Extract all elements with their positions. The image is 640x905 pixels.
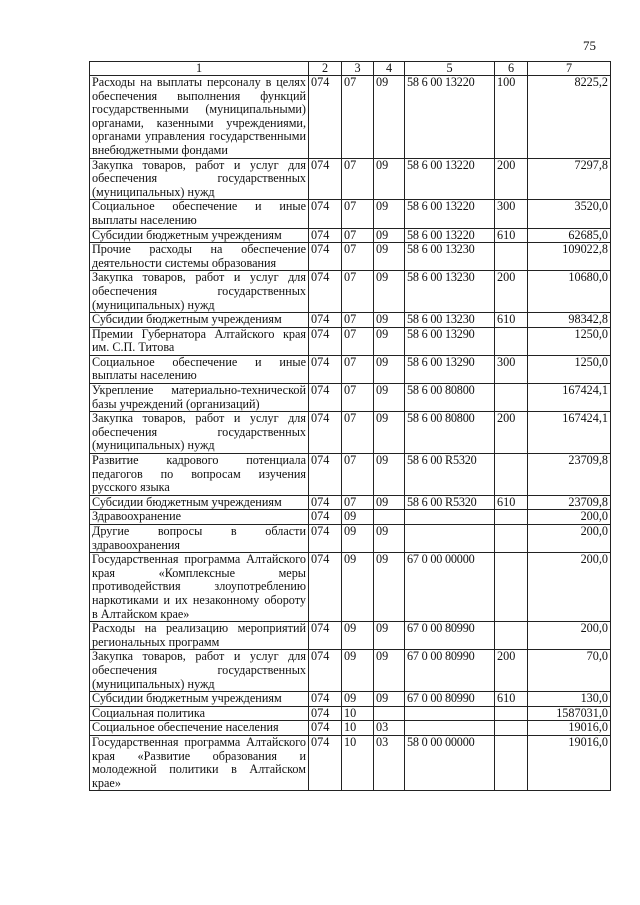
table-row: [90, 412, 611, 454]
cell-subsection: 09: [374, 525, 405, 553]
column-header: 6: [495, 62, 528, 76]
cell-subsection: 09: [374, 313, 405, 328]
cell-subsection: 09: [374, 271, 405, 313]
cell-grbs: 074: [309, 243, 342, 271]
column-header: 3: [342, 62, 374, 76]
cell-name: Субсидии бюджетным учреждениям: [90, 495, 309, 510]
cell-subsection: 03: [374, 721, 405, 736]
cell-name: Закупка товаров, работ и услуг для обеспечения государственных (муниципальных) нужд: [90, 412, 309, 454]
table-row: [90, 650, 611, 692]
cell-name: Закупка товаров, работ и услуг для обеспечения государственных (муниципальных) нужд: [90, 650, 309, 692]
cell-grbs: 074: [309, 735, 342, 790]
cell-name: Расходы на выплаты персоналу в целях обеспечения выполнения функций государственными (муниципальными) органами, казенными учреждениями, органами управления государственными внебюджетными фондами: [90, 76, 309, 159]
cell-expense-type: [495, 721, 528, 736]
cell-grbs: 074: [309, 495, 342, 510]
cell-expense-type: [495, 525, 528, 553]
cell-target-article: 58 6 00 13220: [405, 76, 495, 159]
cell-name: Государственная программа Алтайского края «Развитие образования и молодежной политики в Алтайском крае»: [90, 735, 309, 790]
cell-section: 10: [342, 706, 374, 721]
cell-grbs: 074: [309, 553, 342, 622]
table-row: [90, 313, 611, 328]
cell-target-article: 58 6 00 13220: [405, 200, 495, 228]
cell-expense-type: 610: [495, 692, 528, 707]
cell-subsection: 09: [374, 692, 405, 707]
cell-expense-type: [495, 454, 528, 496]
cell-target-article: 58 6 00 80800: [405, 412, 495, 454]
cell-target-article: 67 0 00 80990: [405, 692, 495, 707]
cell-expense-type: 610: [495, 495, 528, 510]
cell-subsection: 09: [374, 650, 405, 692]
cell-target-article: 58 0 00 00000: [405, 735, 495, 790]
cell-name: Закупка товаров, работ и услуг для обеспечения государственных (муниципальных) нужд: [90, 158, 309, 200]
cell-amount: 19016,0: [528, 721, 611, 736]
cell-amount: 10680,0: [528, 271, 611, 313]
cell-grbs: 074: [309, 622, 342, 650]
cell-grbs: 074: [309, 525, 342, 553]
cell-target-article: 67 0 00 80990: [405, 650, 495, 692]
cell-target-article: 58 6 00 13290: [405, 327, 495, 355]
cell-amount: 3520,0: [528, 200, 611, 228]
table-row: [90, 228, 611, 243]
table-row: [90, 706, 611, 721]
cell-grbs: 074: [309, 692, 342, 707]
cell-amount: 167424,1: [528, 412, 611, 454]
cell-amount: 200,0: [528, 510, 611, 525]
cell-subsection: [374, 510, 405, 525]
cell-section: 09: [342, 622, 374, 650]
cell-expense-type: [495, 243, 528, 271]
cell-section: 07: [342, 355, 374, 383]
cell-expense-type: 200: [495, 271, 528, 313]
cell-subsection: 09: [374, 243, 405, 271]
table-row: [90, 525, 611, 553]
cell-name: Субсидии бюджетным учреждениям: [90, 228, 309, 243]
cell-expense-type: 200: [495, 412, 528, 454]
cell-amount: 8225,2: [528, 76, 611, 159]
cell-section: 07: [342, 454, 374, 496]
cell-section: 07: [342, 228, 374, 243]
cell-subsection: 09: [374, 200, 405, 228]
cell-section: 09: [342, 692, 374, 707]
cell-section: 07: [342, 271, 374, 313]
cell-name: Социальное обеспечение населения: [90, 721, 309, 736]
cell-amount: 19016,0: [528, 735, 611, 790]
table-row: [90, 158, 611, 200]
column-header: 1: [90, 62, 309, 76]
cell-amount: 1250,0: [528, 355, 611, 383]
cell-name: Прочие расходы на обеспечение деятельности системы образования: [90, 243, 309, 271]
cell-target-article: 58 6 00 R5320: [405, 495, 495, 510]
table-row: [90, 721, 611, 736]
cell-name: Развитие кадрового потенциала педагогов по вопросам изучения русского языка: [90, 454, 309, 496]
cell-target-article: 67 0 00 00000: [405, 553, 495, 622]
cell-expense-type: [495, 622, 528, 650]
table-row: [90, 200, 611, 228]
cell-grbs: 074: [309, 650, 342, 692]
cell-expense-type: [495, 706, 528, 721]
cell-target-article: [405, 721, 495, 736]
cell-expense-type: 300: [495, 355, 528, 383]
cell-amount: 23709,8: [528, 495, 611, 510]
cell-target-article: 58 6 00 13230: [405, 271, 495, 313]
cell-section: 07: [342, 327, 374, 355]
cell-section: 07: [342, 384, 374, 412]
cell-name: Субсидии бюджетным учреждениям: [90, 313, 309, 328]
cell-amount: 167424,1: [528, 384, 611, 412]
cell-subsection: 09: [374, 384, 405, 412]
table-row: [90, 76, 611, 159]
cell-grbs: 074: [309, 355, 342, 383]
cell-section: 10: [342, 735, 374, 790]
column-header: 2: [309, 62, 342, 76]
cell-target-article: 67 0 00 80990: [405, 622, 495, 650]
cell-target-article: 58 6 00 13220: [405, 228, 495, 243]
cell-name: Закупка товаров, работ и услуг для обеспечения государственных (муниципальных) нужд: [90, 271, 309, 313]
table-row: [90, 384, 611, 412]
cell-subsection: 09: [374, 355, 405, 383]
table-row: [90, 243, 611, 271]
cell-grbs: 074: [309, 510, 342, 525]
cell-target-article: 58 6 00 80800: [405, 384, 495, 412]
page-number: 75: [583, 38, 596, 53]
cell-expense-type: 100: [495, 76, 528, 159]
budget-table: [89, 61, 611, 791]
table-row: [90, 271, 611, 313]
cell-section: 09: [342, 525, 374, 553]
column-header: 4: [374, 62, 405, 76]
table-row: [90, 692, 611, 707]
cell-grbs: 074: [309, 454, 342, 496]
cell-grbs: 074: [309, 76, 342, 159]
cell-name: Премии Губернатора Алтайского края им. С.П. Титова: [90, 327, 309, 355]
cell-subsection: 09: [374, 158, 405, 200]
cell-name: Социальное обеспечение и иные выплаты населению: [90, 355, 309, 383]
cell-section: 09: [342, 553, 374, 622]
cell-name: Социальная политика: [90, 706, 309, 721]
cell-amount: 1587031,0: [528, 706, 611, 721]
cell-grbs: 074: [309, 158, 342, 200]
cell-target-article: 58 6 00 13290: [405, 355, 495, 383]
cell-section: 09: [342, 650, 374, 692]
cell-grbs: 074: [309, 271, 342, 313]
cell-expense-type: [495, 384, 528, 412]
cell-expense-type: [495, 553, 528, 622]
cell-subsection: [374, 706, 405, 721]
cell-expense-type: 610: [495, 313, 528, 328]
cell-name: Другие вопросы в области здравоохранения: [90, 525, 309, 553]
cell-subsection: 09: [374, 553, 405, 622]
cell-target-article: 58 6 00 R5320: [405, 454, 495, 496]
table-row: [90, 355, 611, 383]
cell-target-article: 58 6 00 13220: [405, 158, 495, 200]
cell-expense-type: [495, 735, 528, 790]
cell-expense-type: 200: [495, 650, 528, 692]
cell-subsection: 03: [374, 735, 405, 790]
cell-subsection: 09: [374, 228, 405, 243]
cell-section: 07: [342, 200, 374, 228]
cell-expense-type: 200: [495, 158, 528, 200]
cell-subsection: 09: [374, 327, 405, 355]
column-header: 7: [528, 62, 611, 76]
cell-subsection: 09: [374, 412, 405, 454]
cell-expense-type: [495, 510, 528, 525]
column-header: 5: [405, 62, 495, 76]
cell-grbs: 074: [309, 313, 342, 328]
cell-amount: 130,0: [528, 692, 611, 707]
cell-subsection: 09: [374, 454, 405, 496]
cell-name: Здравоохранение: [90, 510, 309, 525]
cell-target-article: 58 6 00 13230: [405, 243, 495, 271]
cell-amount: 109022,8: [528, 243, 611, 271]
cell-grbs: 074: [309, 228, 342, 243]
table-row: [90, 454, 611, 496]
cell-section: 07: [342, 243, 374, 271]
cell-section: 10: [342, 721, 374, 736]
cell-name: Субсидии бюджетным учреждениям: [90, 692, 309, 707]
cell-amount: 200,0: [528, 553, 611, 622]
cell-expense-type: 610: [495, 228, 528, 243]
table-row: [90, 510, 611, 525]
cell-amount: 23709,8: [528, 454, 611, 496]
cell-grbs: 074: [309, 200, 342, 228]
cell-amount: 98342,8: [528, 313, 611, 328]
cell-name: Государственная программа Алтайского края «Комплексные меры противодействия злоупотреблению наркотиками и их незаконному обороту в Алтайском крае»: [90, 553, 309, 622]
cell-amount: 1250,0: [528, 327, 611, 355]
cell-target-article: [405, 525, 495, 553]
cell-grbs: 074: [309, 384, 342, 412]
cell-grbs: 074: [309, 706, 342, 721]
cell-amount: 70,0: [528, 650, 611, 692]
cell-section: 07: [342, 76, 374, 159]
cell-section: 09: [342, 510, 374, 525]
cell-amount: 62685,0: [528, 228, 611, 243]
cell-subsection: 09: [374, 495, 405, 510]
cell-section: 07: [342, 313, 374, 328]
cell-target-article: [405, 510, 495, 525]
table-row: [90, 553, 611, 622]
cell-name: Укрепление материально-технической базы учреждений (организаций): [90, 384, 309, 412]
cell-section: 07: [342, 412, 374, 454]
cell-section: 07: [342, 495, 374, 510]
header-row: [90, 62, 611, 76]
cell-subsection: 09: [374, 76, 405, 159]
cell-expense-type: 300: [495, 200, 528, 228]
cell-grbs: 074: [309, 327, 342, 355]
cell-amount: 200,0: [528, 525, 611, 553]
table-row: [90, 622, 611, 650]
cell-amount: 7297,8: [528, 158, 611, 200]
cell-grbs: 074: [309, 721, 342, 736]
cell-target-article: [405, 706, 495, 721]
cell-section: 07: [342, 158, 374, 200]
cell-name: Социальное обеспечение и иные выплаты населению: [90, 200, 309, 228]
cell-grbs: 074: [309, 412, 342, 454]
cell-expense-type: [495, 327, 528, 355]
table-row: [90, 495, 611, 510]
cell-subsection: 09: [374, 622, 405, 650]
table-row: [90, 327, 611, 355]
cell-target-article: 58 6 00 13230: [405, 313, 495, 328]
cell-amount: 200,0: [528, 622, 611, 650]
cell-name: Расходы на реализацию мероприятий региональных программ: [90, 622, 309, 650]
table-row: [90, 735, 611, 790]
